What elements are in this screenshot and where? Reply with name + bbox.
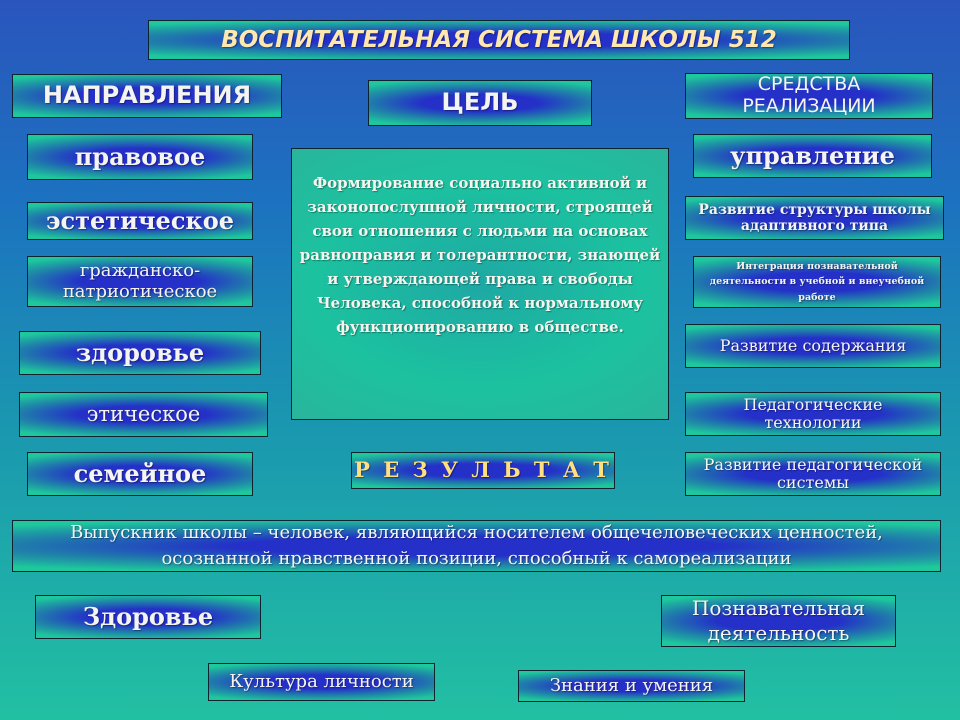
means-label: управление: [730, 141, 895, 171]
direction-label: этическое: [86, 402, 201, 427]
outcome-cognitive-activity: [661, 595, 896, 647]
direction-label: здоровье: [75, 338, 205, 368]
direction-label: семейное: [73, 459, 207, 489]
outcome-label: Познавательная деятельность: [691, 596, 866, 645]
goal-description-box: [291, 148, 669, 420]
means-item-management: [693, 134, 932, 178]
goal-description-text: Формирование социально активной и законопослушной личности, строящей свои отношения с людьми на основах равноправия и толерантности, знающей и утверждающей права и свободы Человека, способной к нормальному функционированию в обществе.: [299, 174, 661, 336]
directions-header: [12, 74, 282, 118]
direction-label: правовое: [74, 142, 206, 172]
direction-label: гражданско-патриотическое: [62, 259, 218, 302]
direction-label: эстетическое: [45, 206, 235, 236]
means-label: Интеграция познавательной деятельности в учебной и внеучебной работе: [709, 261, 925, 303]
means-label: Педагогические технологии: [743, 394, 883, 432]
means-label: Развитие педагогической системы: [703, 454, 923, 492]
result-label-text: Р Е З У Л Ь Т А Т: [354, 457, 612, 483]
means-item-structure: [685, 196, 944, 240]
result-label: [351, 452, 615, 489]
outcome-knowledge-skills: [518, 670, 745, 702]
graduate-statement-box: [12, 520, 941, 572]
diagram-title-text: ВОСПИТАТЕЛЬНАЯ СИСТЕМА ШКОЛЫ 512: [221, 26, 777, 53]
means-item-technologies: [685, 392, 941, 436]
diagram-title: [148, 20, 850, 60]
means-item-integration: [693, 256, 941, 308]
goal-header-text: ЦЕЛЬ: [441, 88, 519, 117]
goal-header: [368, 80, 592, 126]
outcome-label: Культура личности: [229, 670, 414, 692]
direction-item-legal: [27, 134, 253, 180]
outcome-health: [35, 595, 261, 639]
means-item-content: [685, 324, 941, 368]
direction-item-civic-patriotic: [27, 256, 253, 307]
outcome-personal-culture: [208, 663, 435, 701]
direction-item-family: [27, 452, 253, 496]
direction-item-ethical: [19, 392, 268, 437]
outcome-label: Знания и умения: [549, 674, 714, 696]
means-label: Развитие содержания: [719, 335, 907, 355]
means-header-text: СРЕДСТВА РЕАЛИЗАЦИИ: [742, 73, 876, 117]
directions-header-text: НАПРАВЛЕНИЯ: [42, 81, 252, 110]
direction-item-aesthetic: [27, 202, 253, 240]
means-item-pedagogical-system: [685, 452, 941, 496]
graduate-statement-text: Выпускник школы – человек, являющийся носителем общечеловеческих ценностей, осознанной нравственной позиции, способный к самореализации: [70, 521, 883, 569]
means-label: Развитие структуры школы адаптивного типа: [698, 201, 931, 234]
direction-item-health: [19, 331, 261, 375]
outcome-label: Здоровье: [82, 602, 214, 632]
means-header: [685, 73, 933, 119]
